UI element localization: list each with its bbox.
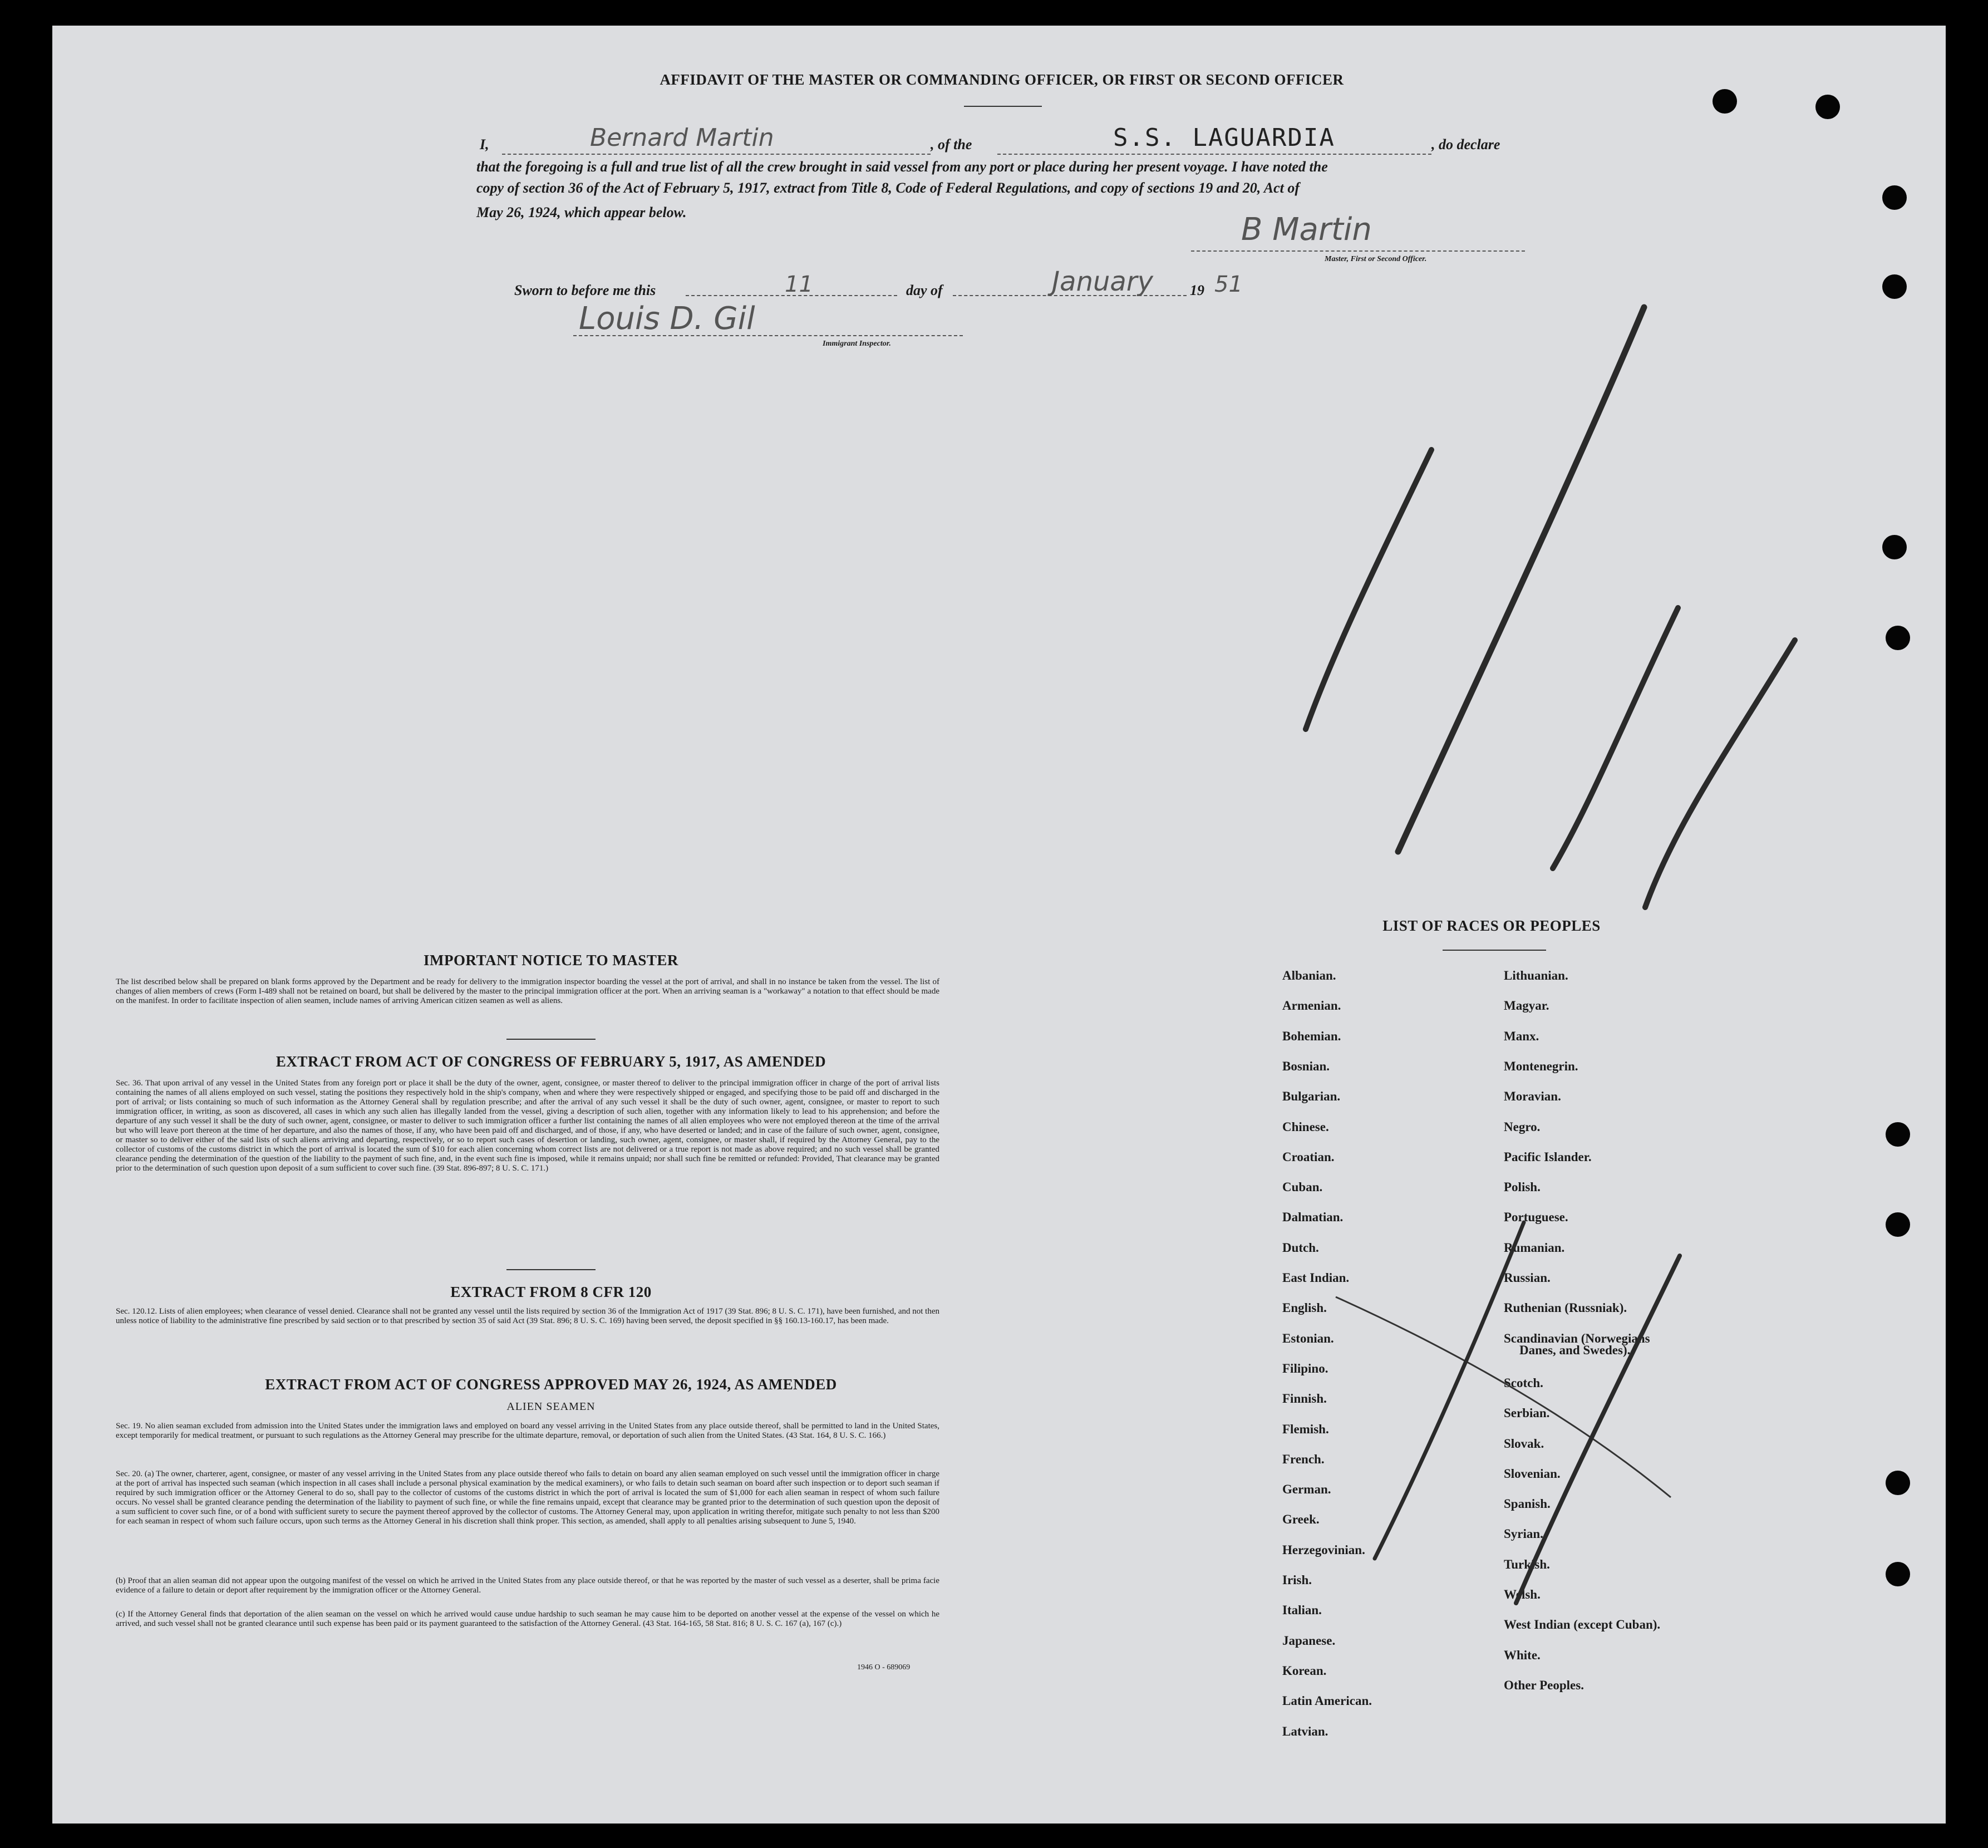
race-item: Armenian. <box>1282 999 1341 1013</box>
tally-mark <box>1306 450 1431 729</box>
race-item: Slovenian. <box>1504 1466 1561 1481</box>
race-item: Flemish. <box>1282 1422 1329 1436</box>
race-item: German. <box>1282 1482 1331 1497</box>
officer-name: Bernard Martin <box>590 124 774 152</box>
sworn-month: January <box>1052 266 1153 297</box>
master-signature: B Martin <box>1241 212 1372 248</box>
race-item: French. <box>1282 1452 1325 1466</box>
race-item: Other Peoples. <box>1504 1678 1584 1692</box>
race-item: Spanish. <box>1504 1497 1551 1511</box>
race-item: Scandinavian (Norwegians <box>1504 1331 1650 1345</box>
extract-cfr-body: Sec. 120.12. Lists of alien employees; when clearance of vessel denied. Clearance shall not be granted any vessel until the lists required by section 36 of the Immigration Act of 1917 (39 Stat. 896; 8 U. S. C. 171), have been furnished, and not then unless notice of liability to the administrative fine prescribed by said section or to that prescribed by section 35 of said Act (39 Stat. 896; 8 U. S. C. 169) having been served, the deposit specified in §§ 160.13-160.17, has been made. <box>116 1307 939 1325</box>
race-item: Estonian. <box>1282 1331 1334 1345</box>
tally-mark <box>1398 307 1644 852</box>
sworn-day: 11 <box>785 272 813 297</box>
race-item: Finnish. <box>1282 1392 1327 1406</box>
extract-1924-title: EXTRACT FROM ACT OF CONGRESS APPROVED MAY 26, 1924, AS AMENDED <box>265 1376 837 1393</box>
inspector-signature: Louis D. Gil <box>579 301 755 337</box>
race-item: Rumanian. <box>1504 1240 1565 1255</box>
race-item: Magyar. <box>1504 999 1549 1013</box>
race-item: Irish. <box>1282 1573 1312 1587</box>
race-item: Cuban. <box>1282 1180 1323 1195</box>
races-title: LIST OF RACES OR PEOPLES <box>1382 917 1601 934</box>
race-item: Ruthenian (Russniak). <box>1504 1301 1627 1315</box>
race-item: Greek. <box>1282 1512 1320 1527</box>
race-item: Manx. <box>1504 1029 1539 1043</box>
race-item: Korean. <box>1282 1663 1327 1678</box>
race-item: Polish. <box>1504 1180 1541 1195</box>
year-suffix: 51 <box>1214 272 1243 297</box>
declare-label: , do declare <box>1431 136 1500 153</box>
race-item: Welsh. <box>1504 1587 1541 1601</box>
notice-title: IMPORTANT NOTICE TO MASTER <box>424 952 678 969</box>
race-item: Montenegrin. <box>1504 1059 1578 1073</box>
race-item: Slovak. <box>1504 1436 1544 1451</box>
of-the-label: , of the <box>931 136 972 153</box>
race-item: Russian. <box>1504 1271 1551 1285</box>
extract-1924-subtitle: ALIEN SEAMEN <box>506 1400 596 1413</box>
race-item: Pacific Islander. <box>1504 1149 1592 1164</box>
notice-body: The list described below shall be prepared on blank forms approved by the Department and be ready for delivery to the immigration inspector boarding the vessel at the port of arrival, and shall in no instance be taken from the vessel. The list of changes of alien members of crews (Form I-489 shall not be retained on board, but shall be delivered by the master to the principal immigration officer at the port. When an arriving seaman is a "workaway" a notation to that effect should be made on the manifest. In order to facilitate inspection of alien seamen, include names of arriving American citizen seamen as well as aliens. <box>116 977 939 1005</box>
affidavit-line-2: that the foregoing is a full and true list of all the crew brought in said vessel from any port or place during her present voyage. I have noted the <box>476 159 1328 175</box>
year-prefix: 19 <box>1190 282 1204 298</box>
tally-mark <box>1553 608 1678 868</box>
race-item: Turkish. <box>1504 1557 1550 1571</box>
race-item: West Indian (except Cuban). <box>1504 1618 1661 1632</box>
race-item: Negro. <box>1504 1119 1541 1134</box>
extract-cfr-title: EXTRACT FROM 8 CFR 120 <box>450 1284 652 1300</box>
race-item: Scotch. <box>1504 1375 1543 1390</box>
master-caption: Master, First or Second Officer. <box>1325 255 1427 263</box>
tally-mark <box>1645 640 1795 907</box>
race-item-continuation: Danes, and Swedes). <box>1519 1343 1631 1357</box>
race-item: Moravian. <box>1504 1089 1561 1104</box>
race-item: White. <box>1504 1648 1541 1662</box>
race-item: Croatian. <box>1282 1149 1335 1164</box>
race-item: Albanian. <box>1282 969 1336 982</box>
race-item: Italian. <box>1282 1603 1322 1618</box>
race-item: Latin American. <box>1282 1694 1372 1708</box>
race-item: Serbian. <box>1504 1406 1550 1421</box>
day-of-label: day of <box>906 282 943 298</box>
race-item: Bulgarian. <box>1282 1089 1341 1104</box>
race-item: Portuguese. <box>1504 1210 1568 1225</box>
race-item: Bohemian. <box>1282 1029 1341 1043</box>
extract-1924-sec20c: (c) If the Attorney General finds that deportation of the alien seaman on the vessel on which he arrived would cause undue hardship to such seaman he may cause him to be deported on another vessel at the expense of the vessel on which he arrived, and such vessel shall not be granted clearance until such expense has been paid or its payment guaranteed to the satisfaction of the Attorney General. (43 Stat. 164-165, 58 Stat. 816; 8 U. S. C. 167 (a), 167 (c).) <box>116 1610 939 1628</box>
affidavit-line-4: May 26, 1924, which appear below. <box>476 204 687 220</box>
extract-1924-sec20b: (b) Proof that an alien seaman did not appear upon the outgoing manifest of the vessel on which he arrived in the United States from any place outside thereof, or that he was reported by the master of such vessel as a deserter, shall be prima facie evidence of a failure to detain or deport after requirement by the immigration officer or the Attorney General. <box>116 1576 939 1595</box>
race-item: English. <box>1282 1301 1327 1315</box>
race-item: Chinese. <box>1282 1119 1329 1134</box>
race-item: Dalmatian. <box>1282 1210 1344 1225</box>
affidavit-line-3: copy of section 36 of the Act of February 5, 1917, extract from Title 8, Code of Federal Regulations, and copy of sections 19 and 20, Act of <box>476 180 1300 196</box>
race-item: Bosnian. <box>1282 1059 1330 1073</box>
inspector-caption: Immigrant Inspector. <box>823 340 891 348</box>
race-item: Japanese. <box>1282 1633 1336 1648</box>
print-code: 1946 O - 689069 <box>857 1663 911 1672</box>
affidavit-title: AFFIDAVIT OF THE MASTER OR COMMANDING OFFICER, OR FIRST OR SECOND OFFICER <box>660 71 1344 88</box>
race-item: Syrian. <box>1504 1527 1543 1541</box>
race-item: Latvian. <box>1282 1724 1328 1738</box>
race-item: Lithuanian. <box>1504 969 1568 982</box>
race-item: Herzegovinian. <box>1282 1542 1365 1557</box>
affidavit-i-label: I, <box>480 136 489 153</box>
extract-1924-sec20a: Sec. 20. (a) The owner, charterer, agent, consignee, or master of any vessel arriving in the United States from any place outside thereof who fails to detain on board any alien seaman employed on such vessel until the immigration officer in charge at the port of arrival has inspected such seaman (which inspection in all cases shall include a personal physical examination by the medical examiners), or who fails to detain such seaman on board after such inspection or to deport such seaman if required by such immigration officer or the Attorney General to do so, shall pay to the collector of customs of the customs district in which the port of arrival is located the sum of $1,000 for each alien seaman in respect of whom such failure occurs. No vessel shall be granted clearance pending the determination of the liability to payment of such fine, or while the fine remains unpaid, except that clearance may be granted prior to the determination of such question upon the deposit of a sum sufficient to cover such fine, or of a bond with sufficient surety to secure the payment thereof approved by the collector of customs. The Attorney General may, upon application in writing therefor, mitigate such penalty to not less than $200 for each seaman in respect of whom such failure occurs, upon such terms as the Attorney General in his discretion shall think proper. This section, as amended, shall apply to all penalties arising subsequent to June 5, 1940. <box>116 1469 939 1526</box>
race-item: Filipino. <box>1282 1361 1328 1375</box>
cross-out-line <box>1516 1256 1680 1603</box>
race-item: East Indian. <box>1282 1271 1350 1285</box>
race-item: Dutch. <box>1282 1240 1319 1255</box>
extract-1917-body: Sec. 36. That upon arrival of any vessel in the United States from any foreign port or place it shall be the duty of the owner, agent, consignee, or master thereof to deliver to the principal immigration officer in charge of the port of arrival lists containing the names of all aliens employed on such vessel, stating the positions they respectively hold in the ship's company, when and where they were respectively shipped or engaged, and specifying those to be paid off and discharged in the port of arrival; or lists containing so much of such information as the Attorney General shall by regulation prescribe; and after the arrival of any such vessel it shall be the duty of such owner, agent, consignee, or master to report to such immigration officer, in writing, as soon as discovered, all cases in which any such alien has illegally landed from the vessel, giving a description of such alien, together with any information likely to lead to his apprehension; and before the departure of any such vessel it shall be the duty of such owner, agent, consignee, or master to deliver to such immigration officer a further list containing the names of all alien employees who were not employed thereon at the time of the arrival but who will leave port thereon at the time of her departure, and also the names of those, if any, who have been paid off and discharged, and of those, if any, who have deserted or landed; and in case of the failure of such owner, agent, consignee, or master so to deliver either of the said lists of such aliens arriving and departing, respectively, or so to report such cases of desertion or landing, such owner, agent, consignee, or master shall, if required by the Attorney General, pay to the collector of customs of the customs district in which the port of arrival is located the sum of $10 for each alien concerning whom correct lists are not delivered or a true report is not made as above required; and no such vessel shall be granted clearance pending the determination of the question of the liability to the payment of such fine, and, in the event such fine is imposed, while it remains unpaid; nor shall such fine be remitted or refunded: Provided, That clearance may be granted prior to the determination of such question upon deposit of a sum sufficient to cover such fine. (39 Stat. 896-897; 8 U. S. C. 171.) <box>116 1079 939 1173</box>
cross-out-line <box>1375 1222 1524 1559</box>
extract-1917-title: EXTRACT FROM ACT OF CONGRESS OF FEBRUARY 5, 1917, AS AMENDED <box>275 1053 826 1070</box>
cross-out-line <box>1336 1297 1671 1497</box>
sworn-label: Sworn to before me this <box>514 282 656 298</box>
extract-1924-sec19: Sec. 19. No alien seaman excluded from admission into the United States under the immigration laws and employed on board any vessel arriving in the United States from any place outside thereof, shall be permitted to land in the United States, except temporarily for medical treatment, or pursuant to such regulations as the Attorney General may prescribe for the ultimate departure, removal, or deportation of such alien from the United States. (43 Stat. 164, 8 U. S. C. 166.) <box>116 1422 939 1440</box>
vessel-name: S.S. LAGUARDIA <box>1113 124 1335 152</box>
